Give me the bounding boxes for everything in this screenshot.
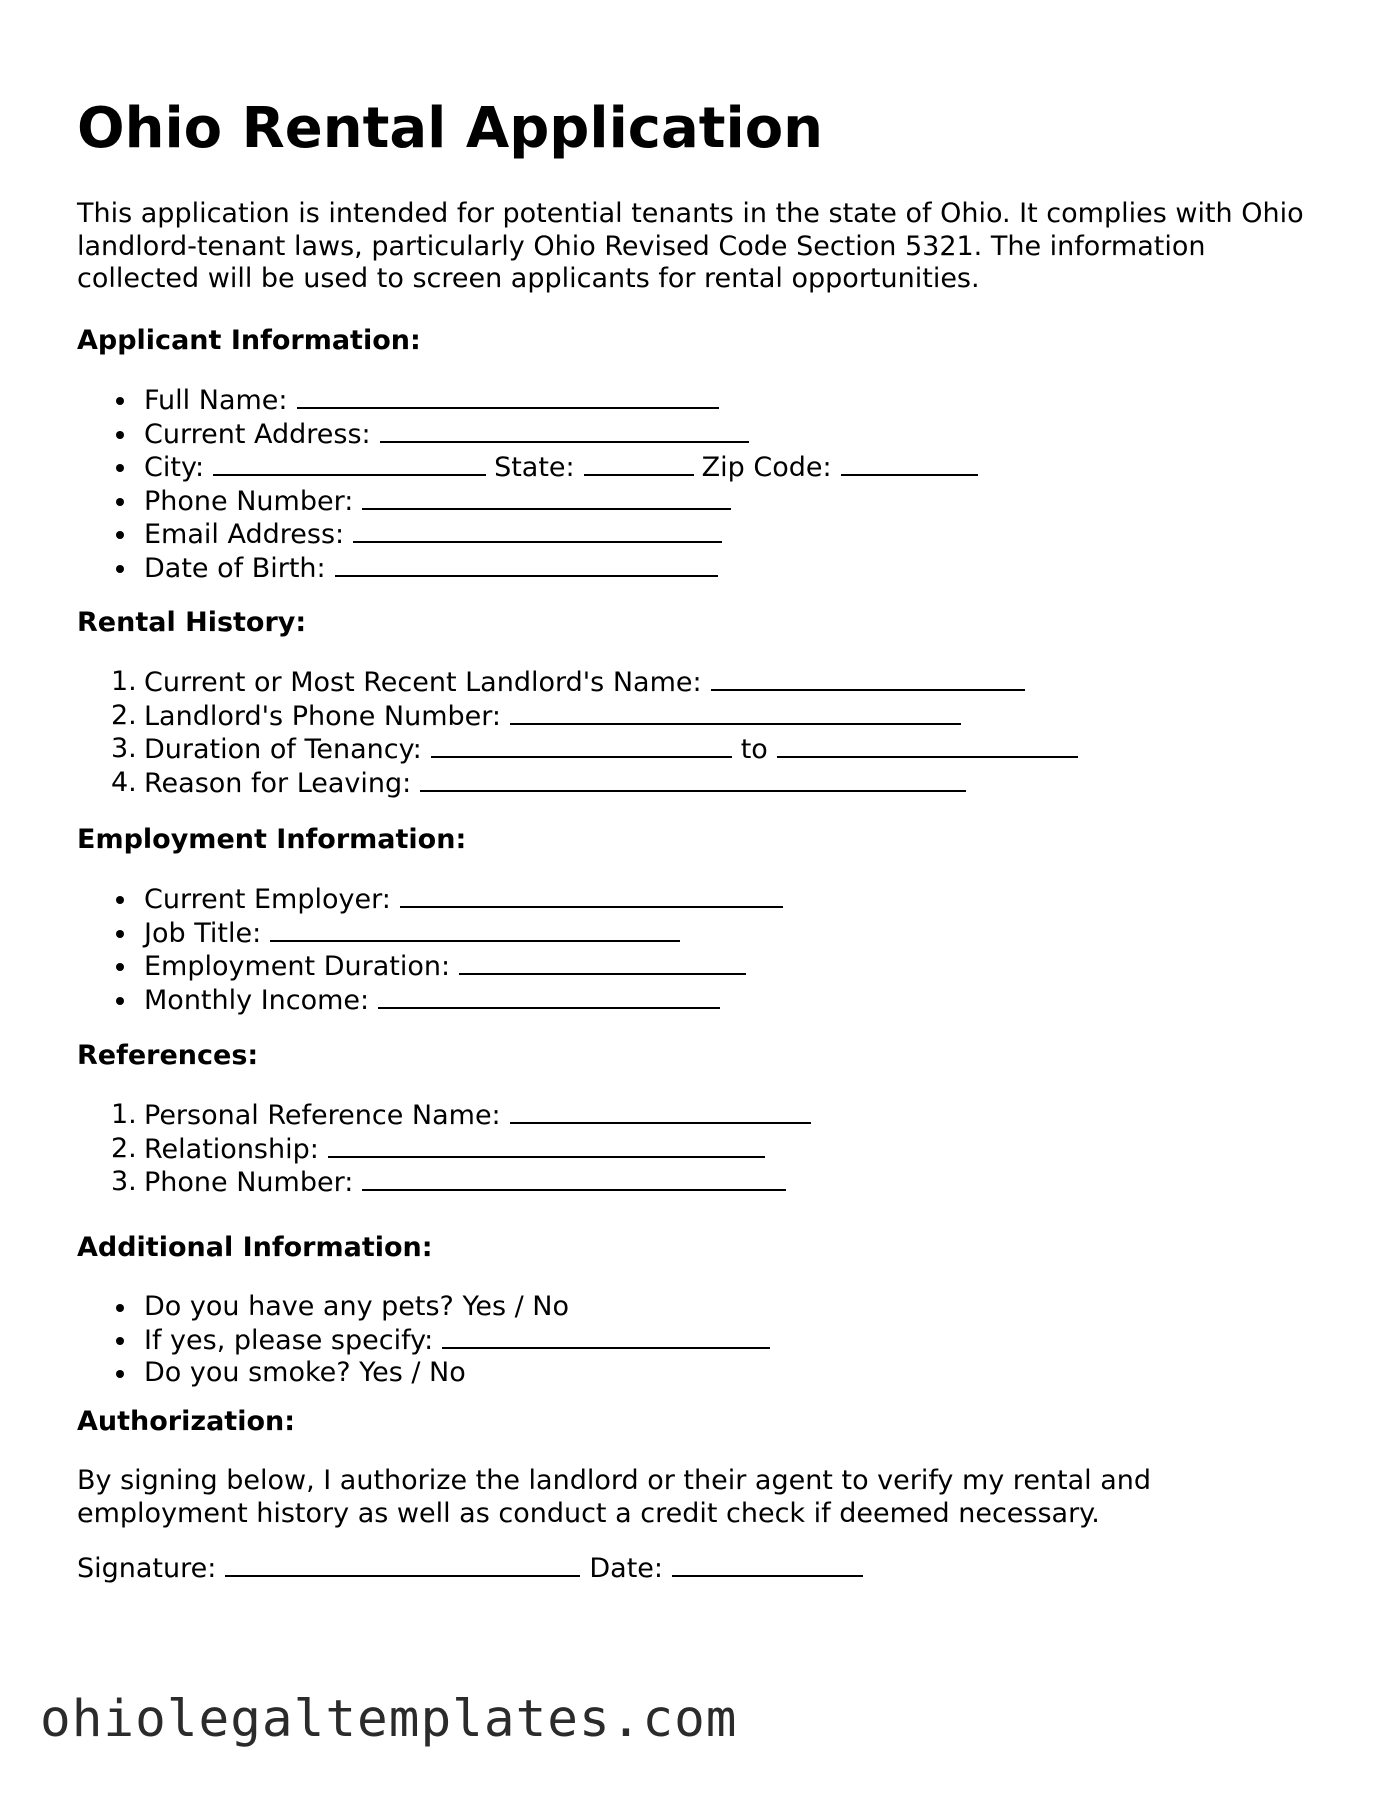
pets-specify-field[interactable]: [442, 1324, 770, 1349]
list-item: [77, 950, 783, 984]
relationship-label: Relationship:: [144, 1133, 319, 1165]
current-employer-field[interactable]: [400, 883, 783, 908]
dob-field[interactable]: [335, 552, 718, 577]
date-label: Date:: [589, 1553, 663, 1584]
signature-line: [77, 1552, 863, 1586]
signature-label: Signature:: [77, 1553, 217, 1584]
dob-label: Date of Birth:: [144, 552, 326, 584]
job-title-field[interactable]: [270, 917, 680, 942]
pets-question: Do you have any pets? Yes / No: [144, 1291, 570, 1322]
list-item: [77, 418, 978, 452]
full-name-field[interactable]: [297, 384, 719, 409]
employment-list: [77, 883, 783, 1017]
pets-specify-label: If yes, please specify:: [144, 1324, 434, 1356]
phone-label: Phone Number:: [144, 485, 354, 517]
reason-for-leaving-label: Reason for Leaving:: [144, 767, 412, 799]
list-item: [77, 883, 783, 917]
tenancy-start-field[interactable]: [431, 733, 732, 758]
reason-for-leaving-field[interactable]: [420, 767, 966, 792]
current-address-label: Current Address:: [144, 418, 371, 450]
list-item: [77, 1324, 770, 1358]
site-watermark: ohiolegaltemplates.com: [40, 1690, 738, 1749]
current-address-field[interactable]: [380, 418, 749, 443]
authorization-text: By signing below, I authorize the landlord or their agent to verify my rental and employment history as well as conduct a credit check if deemed necessary.: [77, 1465, 1152, 1529]
signature-field[interactable]: [225, 1552, 580, 1577]
list-item: 1. Personal Reference Name:: [77, 1099, 811, 1133]
relationship-field[interactable]: [328, 1133, 765, 1158]
list-item: 4. Reason for Leaving:: [77, 767, 1078, 801]
section-heading-employment: Employment Information:: [77, 824, 467, 855]
employment-duration-label: Employment Duration:: [144, 951, 451, 982]
section-heading-rental-history: Rental History:: [77, 607, 307, 638]
to-label: to: [740, 734, 768, 765]
list-item: [77, 552, 978, 586]
city-label: City:: [144, 452, 205, 483]
list-item: 2. Landlord's Phone Number:: [77, 700, 1078, 734]
state-field[interactable]: [584, 451, 694, 476]
list-item: [77, 485, 978, 519]
applicant-list: [77, 384, 978, 585]
list-item: [77, 451, 978, 485]
list-item: [77, 1357, 770, 1390]
section-heading-authorization: Authorization:: [77, 1406, 296, 1437]
tenancy-end-field[interactable]: [777, 733, 1078, 758]
landlord-name-field[interactable]: [711, 666, 1025, 691]
page-title: Ohio Rental Application: [77, 96, 824, 161]
city-field[interactable]: [213, 451, 486, 476]
email-field[interactable]: [353, 518, 722, 543]
intro-paragraph: This application is intended for potential tenants in the state of Ohio. It complies with Ohio landlord-tenant laws, particularly Ohio Revised Code Section 5321. The information collected will be used to screen applicants for rental opportunities.: [77, 198, 1304, 294]
landlord-phone-field[interactable]: [510, 700, 961, 725]
reference-phone-label: Phone Number:: [144, 1167, 354, 1198]
phone-field[interactable]: [362, 485, 731, 510]
zip-code-label: Zip Code:: [701, 452, 832, 483]
references-list: [77, 1099, 811, 1200]
state-label: State:: [494, 452, 575, 483]
list-item: [77, 917, 783, 951]
reference-name-label: Personal Reference Name:: [144, 1100, 501, 1131]
list-item: 1. Current or Most Recent Landlord's Name:: [77, 666, 1078, 700]
zip-code-field[interactable]: [841, 451, 978, 476]
list-item: [77, 984, 783, 1018]
rental-history-list: [77, 666, 1078, 800]
reference-name-field[interactable]: [510, 1099, 811, 1124]
date-field[interactable]: [672, 1552, 863, 1577]
monthly-income-label: Monthly Income:: [144, 984, 370, 1016]
employment-duration-field[interactable]: [459, 950, 746, 975]
list-item: [77, 518, 978, 552]
current-employer-label: Current Employer:: [144, 884, 391, 915]
list-item: 3. Duration of Tenancy: to: [77, 733, 1078, 767]
list-item: 3. Phone Number:: [77, 1166, 811, 1200]
job-title-label: Job Title:: [144, 917, 262, 949]
section-heading-additional: Additional Information:: [77, 1232, 433, 1263]
additional-list: [77, 1291, 770, 1390]
smoke-question: Do you smoke? Yes / No: [144, 1357, 466, 1388]
section-heading-applicant: Applicant Information:: [77, 325, 421, 356]
list-item: [77, 1291, 770, 1324]
list-item: 2. Relationship:: [77, 1133, 811, 1167]
landlord-phone-label: Landlord's Phone Number:: [144, 700, 501, 732]
full-name-label: Full Name:: [144, 385, 288, 416]
section-heading-references: References:: [77, 1040, 259, 1071]
reference-phone-field[interactable]: [362, 1166, 786, 1191]
tenancy-duration-label: Duration of Tenancy:: [144, 734, 422, 765]
email-label: Email Address:: [144, 519, 345, 550]
list-item: [77, 384, 978, 418]
landlord-name-label: Current or Most Recent Landlord's Name:: [144, 667, 702, 698]
monthly-income-field[interactable]: [378, 984, 720, 1009]
